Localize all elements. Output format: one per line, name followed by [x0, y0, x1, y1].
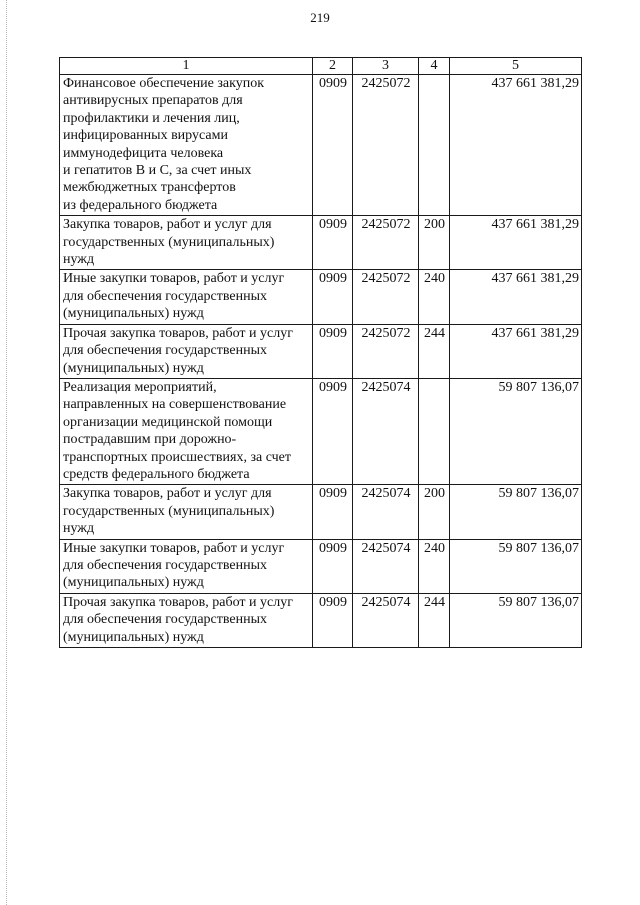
cell-name — [60, 270, 313, 324]
cell-section: 0909 — [313, 539, 353, 593]
cell-name-line: Закупка товаров, работ и услуг для — [63, 486, 272, 502]
cell-name-line: нужд — [63, 521, 95, 537]
table-row — [60, 75, 582, 216]
cell-name-line: организации медицинской помощи — [63, 414, 273, 430]
cell-name — [60, 593, 313, 647]
cell-name-line: пострадавшим при дорожно- — [63, 432, 237, 448]
table-row — [60, 539, 582, 593]
cell-type: 244 — [419, 593, 450, 647]
page-number: 219 — [310, 10, 330, 25]
cell-name-line: для обеспечения государственных — [63, 557, 267, 573]
cell-name-line: Финансовое обеспечение закупок — [63, 76, 265, 91]
cell-type: 200 — [419, 485, 450, 539]
cell-type: 200 — [419, 216, 450, 270]
cell-name-line: нужд — [63, 252, 95, 268]
cell-section: 0909 — [313, 324, 353, 378]
cell-section: 0909 — [313, 378, 353, 484]
cell-amount: 437 661 381,29 — [450, 75, 582, 216]
cell-section: 0909 — [313, 593, 353, 647]
cell-name-line: Иные закупки товаров, работ и услуг — [63, 271, 285, 287]
cell-type — [419, 378, 450, 484]
cell-name-line: государственных (муниципальных) — [63, 234, 275, 250]
cell-name-line: Иные закупки товаров, работ и услуг — [63, 540, 285, 556]
column-header-code: 3 — [353, 58, 419, 75]
table-row — [60, 216, 582, 270]
cell-code: 2425074 — [353, 539, 419, 593]
column-header-type: 4 — [419, 58, 450, 75]
cell-name — [60, 539, 313, 593]
cell-code: 2425072 — [353, 216, 419, 270]
cell-amount: 437 661 381,29 — [450, 216, 582, 270]
cell-section: 0909 — [313, 75, 353, 216]
cell-name-line: для обеспечения государственных — [63, 288, 267, 304]
cell-name-line: (муниципальных) нужд — [63, 360, 204, 376]
column-header-amount: 5 — [450, 58, 582, 75]
cell-name-line: Прочая закупка товаров, работ и услуг — [63, 325, 293, 341]
cell-name-line: для обеспечения государственных — [63, 612, 267, 628]
cell-type — [419, 75, 450, 216]
table-row — [60, 324, 582, 378]
cell-code: 2425072 — [353, 324, 419, 378]
cell-amount: 59 807 136,07 — [450, 539, 582, 593]
column-header-section: 2 — [313, 58, 353, 75]
cell-code: 2425072 — [353, 270, 419, 324]
table-body — [60, 75, 582, 648]
cell-name — [60, 324, 313, 378]
cell-name — [60, 378, 313, 484]
cell-name-line: и гепатитов В и С, за счет иных — [63, 163, 252, 179]
cell-name-line: Закупка товаров, работ и услуг для — [63, 217, 272, 233]
cell-name-line: инфицированных вирусами — [63, 128, 228, 144]
table-row — [60, 485, 582, 539]
cell-name-line: профилактики и лечения лиц, — [63, 110, 240, 126]
cell-name-line: Реализация мероприятий, — [63, 379, 217, 395]
cell-name-line: иммунодефицита человека — [63, 145, 224, 161]
cell-name-line: средств федерального бюджета — [63, 466, 250, 482]
cell-amount: 59 807 136,07 — [450, 485, 582, 539]
cell-name-line: из федерального бюджета — [63, 197, 218, 213]
cell-amount: 437 661 381,29 — [450, 270, 582, 324]
column-header-name: 1 — [60, 58, 313, 75]
table-row — [60, 270, 582, 324]
cell-name-line: транспортных происшествиях, за счет — [63, 449, 291, 465]
cell-name-line: (муниципальных) нужд — [63, 629, 204, 645]
table-row — [60, 593, 582, 647]
scan-edge-line — [6, 0, 7, 905]
table-header-row — [60, 58, 582, 75]
cell-section: 0909 — [313, 270, 353, 324]
cell-name — [60, 485, 313, 539]
table-row — [60, 378, 582, 484]
cell-name-line: антивирусных препаратов для — [63, 93, 243, 109]
cell-amount: 437 661 381,29 — [450, 324, 582, 378]
cell-code: 2425072 — [353, 75, 419, 216]
cell-amount: 59 807 136,07 — [450, 593, 582, 647]
cell-type: 240 — [419, 539, 450, 593]
cell-section: 0909 — [313, 216, 353, 270]
cell-name-line: направленных на совершенствование — [63, 397, 287, 413]
cell-name-line: (муниципальных) нужд — [63, 575, 204, 591]
cell-code: 2425074 — [353, 378, 419, 484]
budget-table — [59, 57, 582, 648]
cell-name-line: Прочая закупка товаров, работ и услуг — [63, 594, 293, 610]
cell-name-line: государственных (муниципальных) — [63, 503, 275, 519]
cell-code: 2425074 — [353, 485, 419, 539]
cell-section: 0909 — [313, 485, 353, 539]
cell-type: 240 — [419, 270, 450, 324]
cell-name-line: межбюджетных трансфертов — [63, 180, 236, 196]
cell-name — [60, 216, 313, 270]
cell-amount: 59 807 136,07 — [450, 378, 582, 484]
cell-code: 2425074 — [353, 593, 419, 647]
cell-name-line: (муниципальных) нужд — [63, 306, 204, 322]
cell-type: 244 — [419, 324, 450, 378]
cell-name-line: для обеспечения государственных — [63, 343, 267, 359]
cell-name — [60, 75, 313, 216]
